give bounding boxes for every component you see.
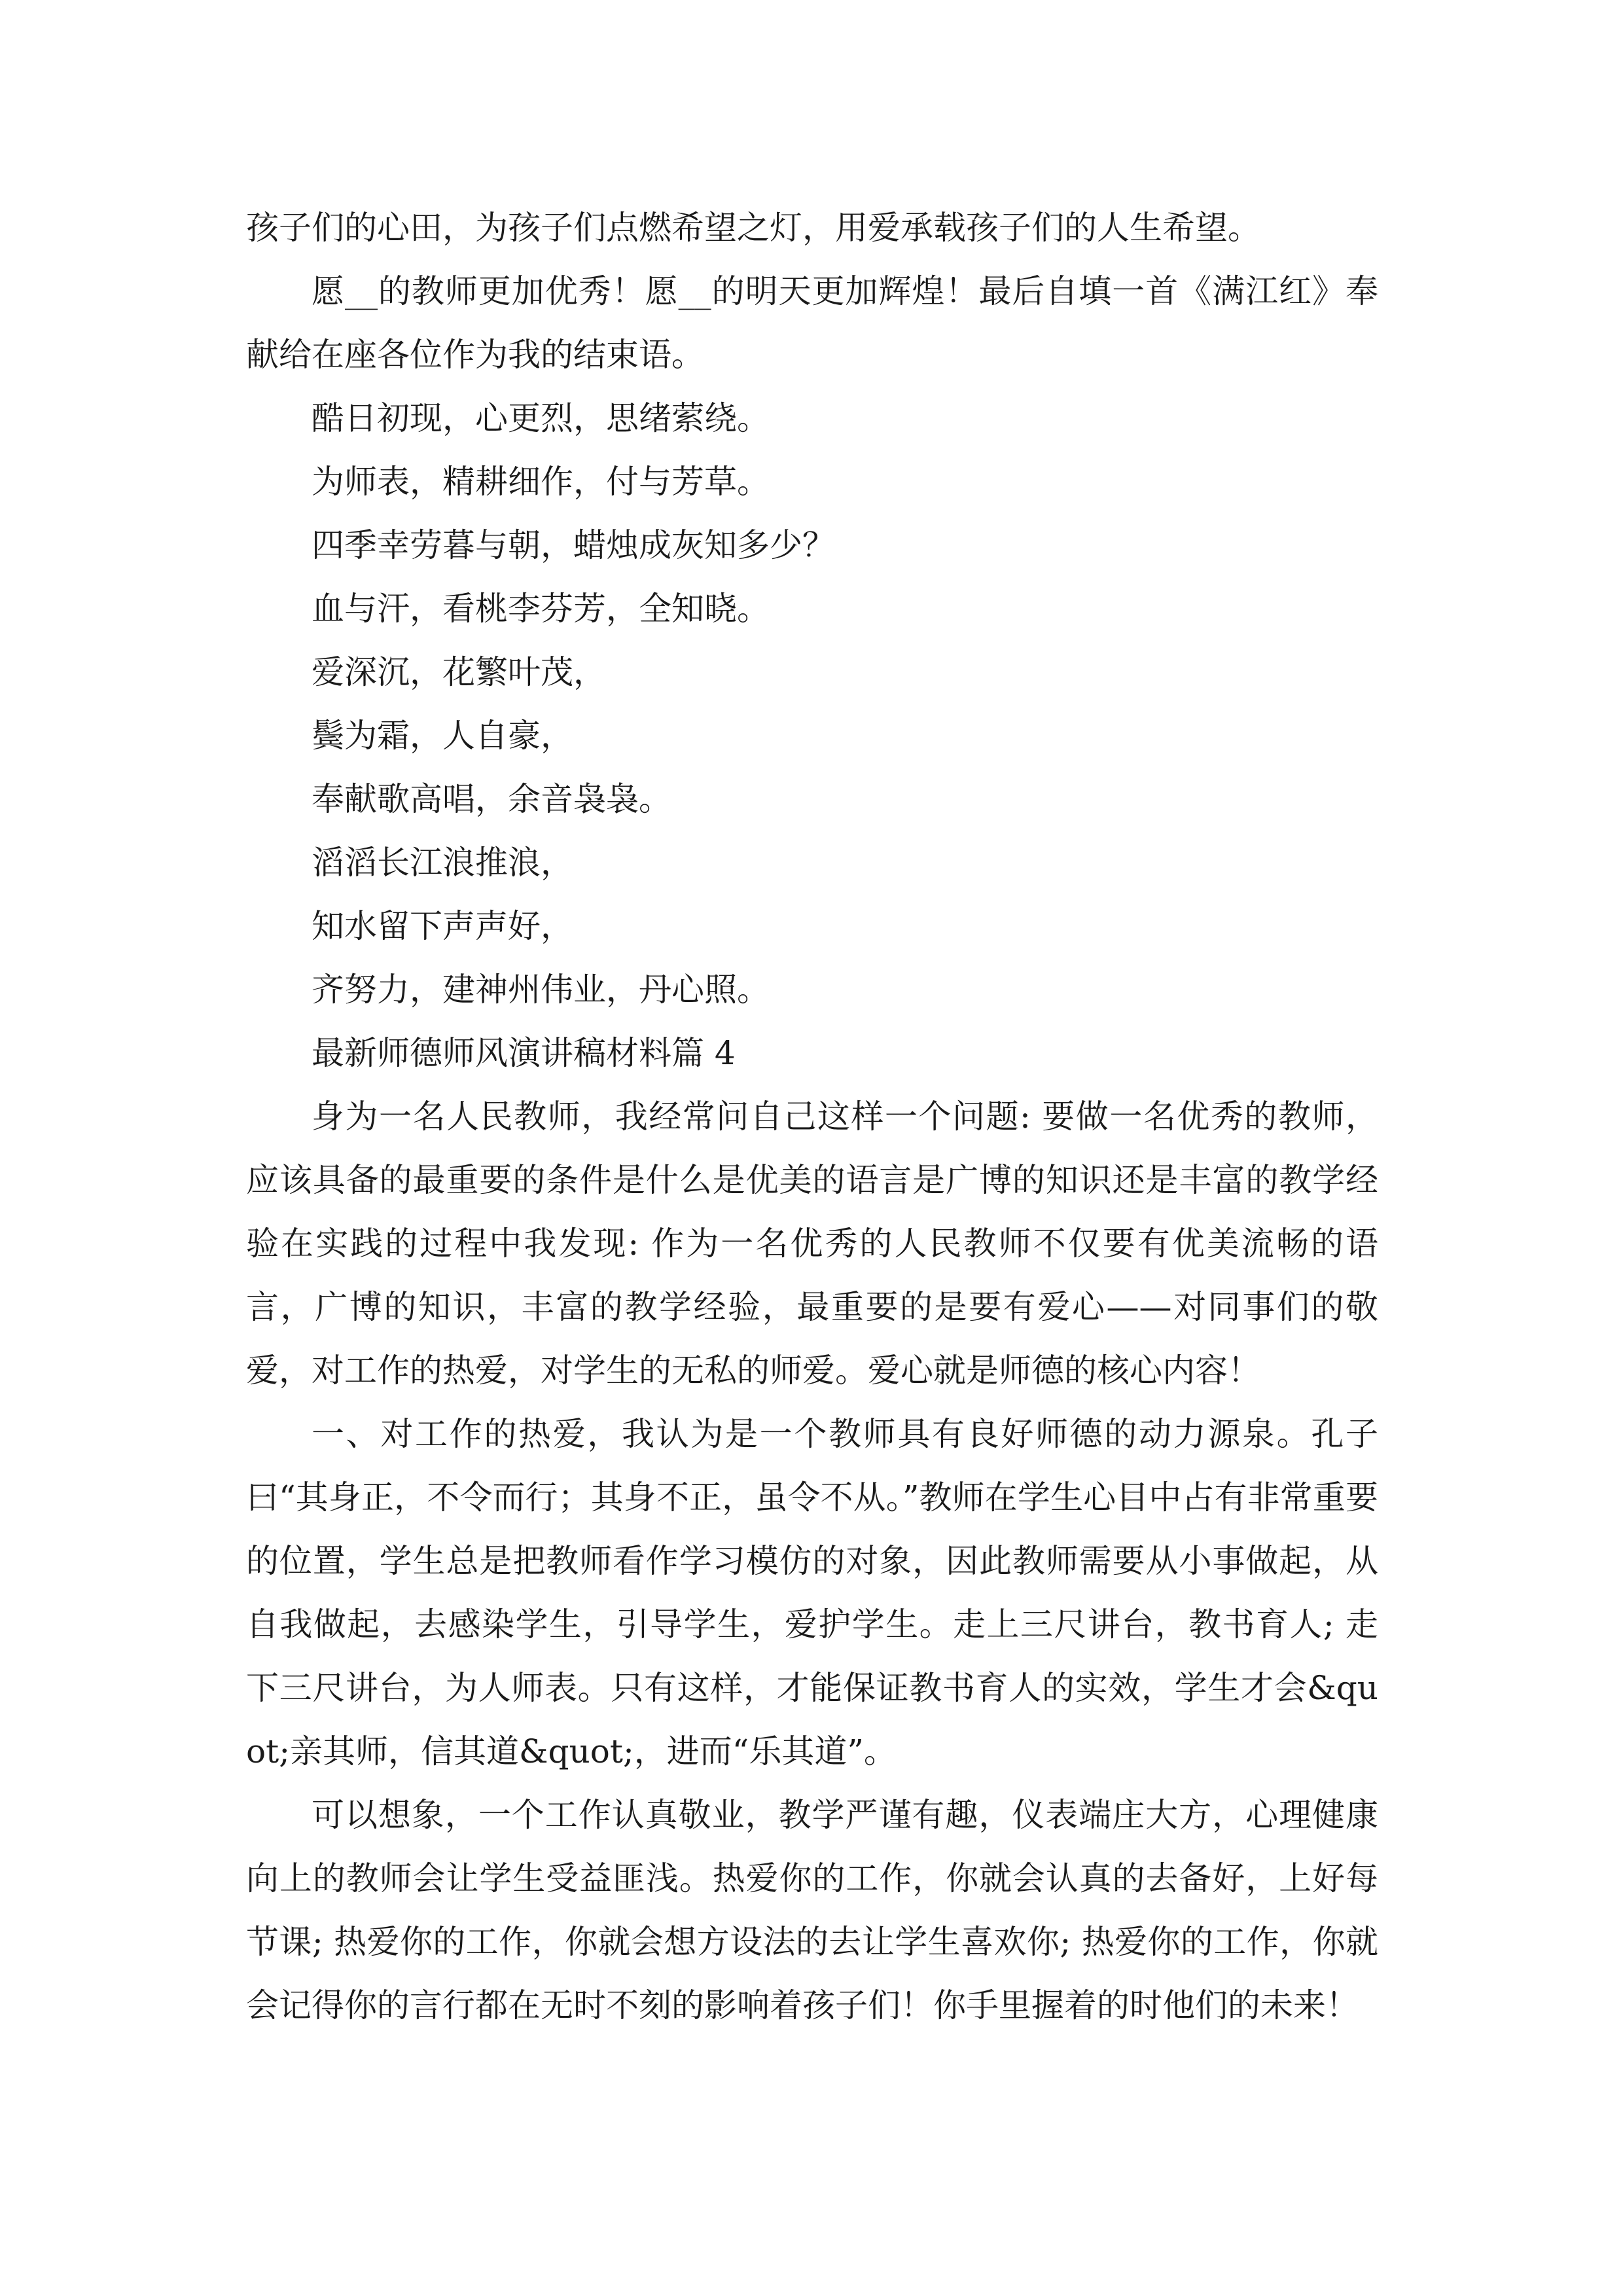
poem-line: 为师表，精耕细作，付与芳草。 bbox=[312, 463, 770, 501]
paragraph: 身为一名人民教师，我经常问自己这样一个问题: 要做一名优秀的教师，应该具备的最重要的条件是什么是优美的语言是广博的知识还是丰富的教学经验在实践的过程中我发现: 作为一名优秀的人民教师不仅要有优美流畅的语言，广博的知识，丰富的教学经验，最重要的是要有爱心——对同事们的敬爱，对工作的热爱，对学生的无私的师爱。爱心就是师德的核心内容！ bbox=[246, 1098, 1378, 1390]
poem-line: 齐努力，建神州伟业，丹心照。 bbox=[312, 971, 770, 1009]
poem-line: 知水留下声声好， bbox=[312, 907, 573, 945]
section-heading: 最新师德师风演讲稿材料篇 4 bbox=[312, 1034, 736, 1072]
poem-line: 血与汗，看桃李芬芳，全知晓。 bbox=[312, 590, 770, 628]
document-body bbox=[246, 196, 1378, 2037]
poem-line: 爱深沉，花繁叶茂， bbox=[312, 653, 606, 691]
poem-line: 鬓为霜，人自豪， bbox=[312, 717, 573, 755]
poem-line: 奉献歌高唱，余音袅袅。 bbox=[312, 780, 671, 818]
paragraph: 一、对工作的热爱，我认为是一个教师具有良好师德的动力源泉。孔子曰“其身正，不令而行；其身不正，虽令不从。”教师在学生心目中占有非常重要的位置，学生总是把教师看作学习模仿的对象，因此教师需要从小事做起，从自我做起，去感染学生，引导学生，爱护学生。走上三尺讲台，教书育人; 走下三尺讲台，为人师表。只有这样，才能保证教书育人的实效，学生才会&quot;亲其师，信其道&quot;，进而“乐其道”。 bbox=[246, 1415, 1378, 1770]
paragraph: 愿__的教师更加优秀！愿__的明天更加辉煌！最后自填一首《满江红》奉献给在座各位作为我的结束语。 bbox=[246, 272, 1378, 374]
paragraph: 孩子们的心田，为孩子们点燃希望之灯，用爱承载孩子们的人生希望。 bbox=[246, 209, 1260, 247]
poem-line: 滔滔长江浪推浪， bbox=[312, 844, 573, 882]
poem-line: 四季幸劳暮与朝，蜡烛成灰知多少？ bbox=[312, 526, 835, 564]
paragraph: 可以想象，一个工作认真敬业，教学严谨有趣，仪表端庄大方，心理健康向上的教师会让学生受益匪浅。热爱你的工作，你就会认真的去备好，上好每节课; 热爱你的工作，你就会想方设法的去让学生喜欢你; 热爱你的工作，你就会记得你的言行都在无时不刻的影响着孩子们！你手里握着的时他们的未来！ bbox=[246, 1796, 1378, 2024]
poem-line: 酷日初现，心更烈，思绪萦绕。 bbox=[312, 399, 770, 437]
